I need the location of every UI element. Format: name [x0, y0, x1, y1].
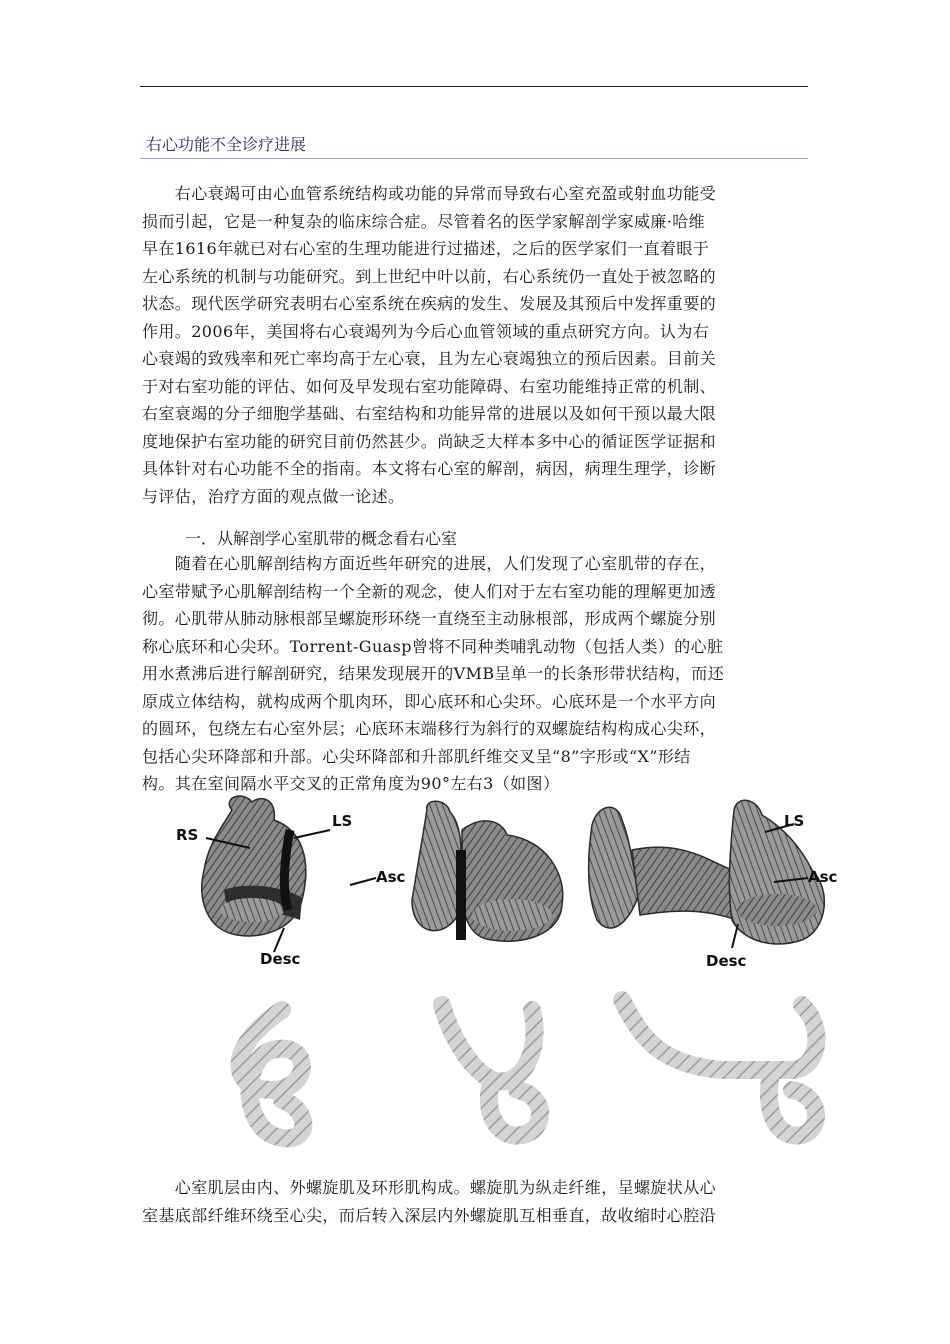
document-title: 右心功能不全诊疗进展: [146, 135, 307, 154]
heart-band-illustration: [162, 790, 842, 1168]
text-line: 心室肌层由内、外螺旋肌及环形肌构成。螺旋肌为纵走纤维，呈螺旋状从心: [142, 1178, 717, 1197]
text-line: 彻。心肌带从肺动脉根部呈螺旋形环绕一直绕至主动脉根部，形成两个螺旋分别: [142, 609, 717, 628]
text-line: 心室带赋予心肌解剖结构一个全新的观念，使人们对于左右室功能的理解更加透: [142, 581, 717, 601]
paragraph-muscle-layers: [142, 1174, 808, 1229]
rope-loop-3: [622, 1000, 816, 1136]
label-desc-right: Desc: [706, 952, 747, 970]
text-line: 状态。现代医学研究表明右心室系统在疾病的发生、发展及其预后中发挥重要的: [142, 294, 717, 313]
text-line: 原成立体结构，就构成两个肌肉环，即心底环和心尖环。心底环是一个水平方向: [142, 691, 717, 711]
text-line: 称心底环和心尖环。Torrent-Guasp曾将不同种类哺乳动物（包括人类）的心脏: [142, 636, 724, 656]
paragraph-intro: [142, 180, 808, 510]
text-line: 左心系统的机制与功能研究。到上世纪中叶以前，右心系统仍一直处于被忽略的: [142, 266, 717, 286]
heart-model-1: [202, 796, 306, 936]
text-line: 度地保护右室功能的研究目前仍然甚少。尚缺乏大样本多中心的循证医学证据和: [142, 431, 717, 451]
title-underline: [140, 158, 808, 159]
label-ls-left: LS: [332, 812, 353, 830]
text-line: 与评估，治疗方面的观点做一论述。: [142, 486, 405, 506]
rope-loop-1: [240, 1010, 304, 1138]
heart-band-figure: [162, 790, 842, 1168]
text-line: 右室衰竭的分子细胞学基础、右室结构和功能异常的进展以及如何干预以最大限: [142, 404, 717, 423]
text-line: 构。其在室间隔水平交叉的正常角度为90°左右3（如图）: [142, 774, 560, 793]
label-ls-right: LS: [784, 812, 805, 830]
paragraph-anatomy: [142, 550, 808, 798]
text-line: 右心衰竭可由心血管系统结构或功能的异常而导致右心室充盈或射血功能受: [142, 184, 717, 203]
text-line: 心衰竭的致残率和死亡率均高于左心衰，且为左心衰竭独立的预后因素。目前关: [142, 349, 717, 368]
label-asc-right: Asc: [808, 868, 838, 886]
section-heading: 一．从解剖学心室肌带的概念看右心室: [185, 529, 458, 548]
text-line: 室基底部纤维环绕至心尖，而后转入深层内外螺旋肌互相垂直，故收缩时心腔沿: [142, 1205, 717, 1225]
text-line: 作用。2006年，美国将右心衰竭列为今后心血管领域的重点研究方向。认为右: [142, 321, 710, 341]
text-line: 早在1616年就已对右心室的生理功能进行过描述，之后的医学家们一直着眼于: [142, 239, 710, 258]
header-rule: [140, 86, 808, 87]
text-line: 的圆环，包绕左右心室外层；心底环末端移行为斜行的双螺旋结构构成心尖环，: [142, 719, 717, 738]
rope-loop-2: [442, 1005, 540, 1136]
text-line: 损而引起，它是一种复杂的临床综合症。尽管着名的医学家解剖学家威廉·哈维: [142, 211, 706, 231]
label-desc-left: Desc: [260, 950, 301, 968]
label-asc-left: Asc: [376, 868, 406, 886]
text-line: 随着在心肌解剖结构方面近些年研究的进展，人们发现了心室肌带的存在，: [142, 554, 717, 573]
text-line: 包括心尖环降部和升部。心尖环降部和升部肌纤维交叉呈“8”字形或“X”形结: [142, 746, 691, 766]
label-rs: RS: [176, 826, 199, 844]
text-line: 用水煮沸后进行解剖研究，结果发现展开的VMB呈单一的长条形带状结构，而还: [142, 664, 725, 683]
text-line: 于对右室功能的评估、如何及早发现右室功能障碍、右室功能维持正常的机制、: [142, 376, 717, 396]
heart-model-2: [412, 801, 563, 941]
text-line: 具体针对右心功能不全的指南。本文将右心室的解剖，病因，病理生理学，诊断: [142, 459, 717, 478]
